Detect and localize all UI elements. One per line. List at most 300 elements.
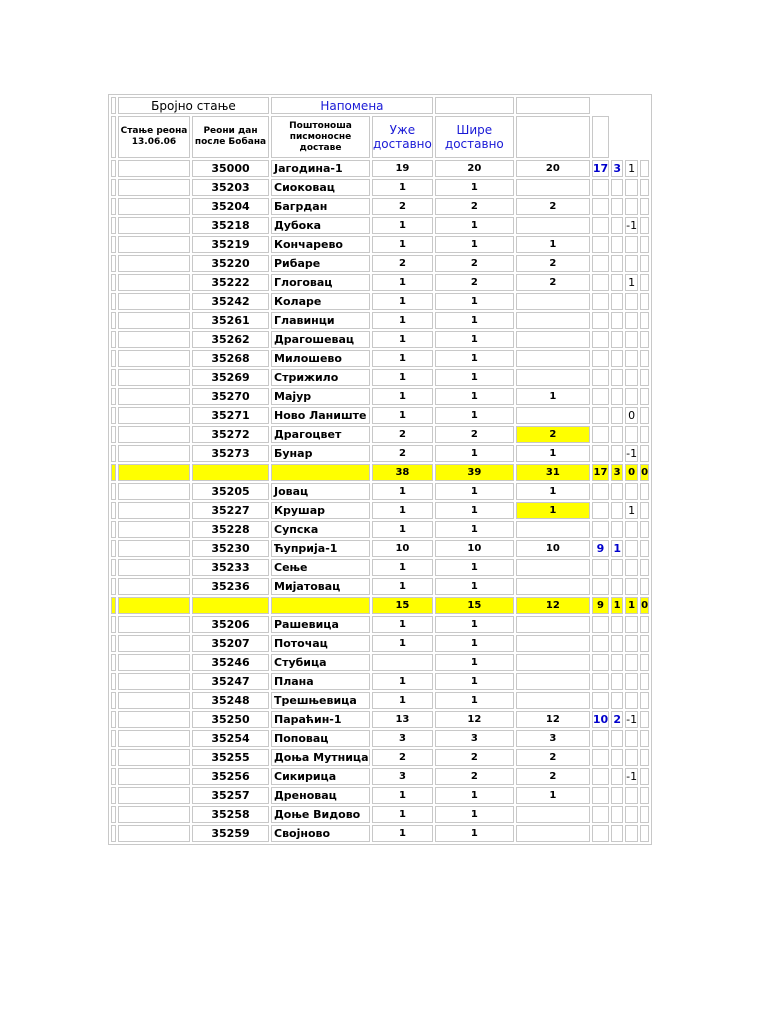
spacer-cell [111,540,116,557]
sire-value-cell: 2 [435,198,514,215]
extra-value-cell [592,521,609,538]
third-value-cell: 2 [516,198,590,215]
spacer-cell [640,445,649,462]
spacer-cell [640,160,649,177]
diff-value-cell [625,426,638,443]
spacer-cell [640,825,649,842]
postal-code-cell: 35218 [192,217,269,234]
postal-code-cell: 35254 [192,730,269,747]
spacer-cell [640,426,649,443]
uze-value-cell: 1 [372,559,433,576]
empty-header-cell [435,97,514,114]
spacer-cell [640,540,649,557]
sire-value-cell: 1 [435,673,514,690]
stanje-reona-cell [118,388,190,405]
extra-value-cell [611,350,623,367]
postal-code-cell: 35230 [192,540,269,557]
sire-value-cell: 2 [435,426,514,443]
diff-value-cell [625,293,638,310]
extra-value-cell [611,388,623,405]
uze-value-cell: 1 [372,350,433,367]
diff-value-cell [625,559,638,576]
spacer-cell [640,179,649,196]
spacer-cell [111,274,116,291]
stanje-reona-cell [118,198,190,215]
third-value-cell [516,673,590,690]
diff-value-cell [625,350,638,367]
place-name-cell: Глоговац [271,274,370,291]
diff-value-cell [625,806,638,823]
uze-value-cell: 2 [372,445,433,462]
spacer-cell [111,616,116,633]
spacer-cell [640,559,649,576]
postal-code-cell: 35204 [192,198,269,215]
postal-code-cell: 35233 [192,559,269,576]
postal-code-cell: 35261 [192,312,269,329]
extra-value-cell [592,350,609,367]
table-row [111,179,649,196]
stanje-reona-cell [118,806,190,823]
extra-value-cell [611,654,623,671]
spacer-cell [111,768,116,785]
postal-code-cell: 35228 [192,521,269,538]
spacer-cell [640,692,649,709]
postal-code-cell: 35268 [192,350,269,367]
extra-value-cell [592,388,609,405]
uze-value-cell: 1 [372,578,433,595]
place-name-cell: Багрдан [271,198,370,215]
extra-value-cell [592,331,609,348]
place-name-cell: Мијатовац [271,578,370,595]
table-row [111,388,649,405]
diff-value-cell [625,730,638,747]
postal-code-cell: 35262 [192,331,269,348]
spacer-cell [111,236,116,253]
extra-value-cell [592,426,609,443]
stanje-reona-cell [118,350,190,367]
extra-value-cell [592,692,609,709]
diff-value-cell: 1 [625,502,638,519]
subtotal-extra-cell: 9 [592,597,609,614]
empty-header-cell [516,97,590,114]
spacer-cell [111,97,116,114]
uze-value-cell: 2 [372,749,433,766]
spacer-cell [640,521,649,538]
table-row [111,616,649,633]
postal-code-cell: 35258 [192,806,269,823]
sire-value-cell: 1 [435,654,514,671]
postal-code-cell: 35220 [192,255,269,272]
delivery-sheet [108,94,652,845]
extra-value-cell [611,787,623,804]
sire-value-cell: 1 [435,616,514,633]
spacer-cell [111,673,116,690]
sire-value-cell: 1 [435,217,514,234]
sire-value-cell: 1 [435,483,514,500]
diff-value-cell [625,673,638,690]
extra-value-cell [611,730,623,747]
stanje-reona-cell [118,711,190,728]
table-row [111,483,649,500]
stanje-reona-cell [118,635,190,652]
extra-value-cell [611,692,623,709]
sire-dostavno-header: Шире доставно [435,116,514,158]
uze-value-cell: 1 [372,673,433,690]
sire-value-cell: 2 [435,768,514,785]
uze-value-cell: 1 [372,616,433,633]
stanje-reona-cell [118,483,190,500]
extra-value-cell: 1 [611,540,623,557]
sire-value-cell: 12 [435,711,514,728]
postal-code-cell: 35222 [192,274,269,291]
spacer-cell [640,331,649,348]
extra-value-cell [611,673,623,690]
table-row [111,711,649,728]
spacer-cell [640,198,649,215]
spacer-cell [640,730,649,747]
third-value-cell: 2 [516,255,590,272]
uze-value-cell: 1 [372,806,433,823]
diff-value-cell: -1 [626,770,638,783]
sire-value-cell: 1 [435,445,514,462]
extra-value-cell [592,768,609,785]
spacer-cell [640,350,649,367]
extra-value-cell [611,179,623,196]
diff-value-cell [625,236,638,253]
uze-value-cell: 10 [372,540,433,557]
extra-value-cell [611,426,623,443]
diff-value-cell [625,692,638,709]
table-row [111,350,649,367]
uze-value-cell: 3 [372,730,433,747]
diff-value-cell [625,388,638,405]
spacer-cell [111,160,116,177]
uze-value-cell: 1 [372,217,433,234]
third-value-cell [516,635,590,652]
extra-value-cell [611,293,623,310]
postal-code-cell: 35255 [192,749,269,766]
table-row [111,578,649,595]
subtotal-row [111,464,649,481]
subtotal-row [111,597,649,614]
stanje-reona-cell [118,255,190,272]
spacer-cell [640,502,649,519]
table-row [111,787,649,804]
uze-value-cell: 1 [372,331,433,348]
spacer-cell [111,730,116,747]
stanje-reona-cell [118,160,190,177]
diff-value-cell: -1 [626,447,638,460]
extra-value-cell: 3 [611,160,623,177]
spacer-cell [111,787,116,804]
spacer-cell [640,369,649,386]
extra-value-cell [592,274,609,291]
extra-value-cell [592,673,609,690]
third-value-cell: 10 [516,540,590,557]
extra-value-cell [592,293,609,310]
spacer-cell [111,711,116,728]
third-value-cell: 2 [516,274,590,291]
diff-value-cell [625,255,638,272]
spacer-cell [640,787,649,804]
place-name-cell: Коларе [271,293,370,310]
napomena-header: Напомена [271,97,433,114]
uze-value-cell: 13 [372,711,433,728]
postal-code-cell: 35259 [192,825,269,842]
subtotal-extra-cell: 0 [640,464,649,481]
third-value-cell: 2 [516,768,590,785]
subtotal-extra-cell: 1 [625,597,638,614]
sire-value-cell: 2 [435,274,514,291]
postal-code-cell: 35205 [192,483,269,500]
uze-value-cell: 1 [372,787,433,804]
uze-dostavno-header: Уже доставно [372,116,433,158]
third-value-cell: 1 [516,388,590,405]
place-name-cell: Доње Видово [271,806,370,823]
extra-value-cell [592,749,609,766]
place-name-cell: Драгошевац [271,331,370,348]
table-row [111,198,649,215]
table-row [111,502,649,519]
extra-value-cell [592,407,609,424]
place-name-cell: Бунар [271,445,370,462]
subtotal-sire-cell: 39 [435,464,514,481]
spacer-cell [111,198,116,215]
brojno-stanje-header: Бројно стање [118,97,269,114]
sire-value-cell: 1 [435,692,514,709]
stanje-reona-cell [118,559,190,576]
subtotal-sire-cell: 15 [435,597,514,614]
extra-value-cell [611,635,623,652]
extra-value-cell [592,217,609,234]
extra-value-cell [592,198,609,215]
empty-cell [118,597,190,614]
extra-value-cell [592,445,609,462]
uze-value-cell: 1 [372,293,433,310]
spacer-cell [111,116,116,158]
spacer-cell [111,312,116,329]
extra-value-cell [611,521,623,538]
stanje-reona-cell [118,616,190,633]
extra-value-cell [592,635,609,652]
place-name-cell: Рашевица [271,616,370,633]
spacer-cell [111,597,116,614]
sire-value-cell: 1 [435,806,514,823]
extra-value-cell [611,255,623,272]
sire-value-cell: 1 [435,502,514,519]
subtotal-uze-cell: 38 [372,464,433,481]
extra-value-cell [592,255,609,272]
stanje-reona-header: Стање реона 13.06.06 [118,116,190,158]
table-row [111,369,649,386]
spacer-cell [111,635,116,652]
spacer-cell [640,293,649,310]
place-name-cell: Трешњевица [271,692,370,709]
diff-value-cell: 1 [625,160,638,177]
sire-value-cell: 1 [435,179,514,196]
postal-code-cell: 35206 [192,616,269,633]
postal-code-cell: 35250 [192,711,269,728]
extra-value-cell [592,369,609,386]
spacer-cell [111,293,116,310]
spacer-cell [640,711,649,728]
empty-cell [192,597,269,614]
place-name-cell: Сиоковац [271,179,370,196]
spacer-cell [640,806,649,823]
extra-value-cell [592,312,609,329]
uze-value-cell: 1 [372,692,433,709]
diff-value-cell [625,825,638,842]
uze-value-cell: 19 [372,160,433,177]
postal-code-cell: 35247 [192,673,269,690]
place-name-cell: Стрижило [271,369,370,386]
uze-value-cell: 1 [372,369,433,386]
diff-value-cell [625,749,638,766]
subtotal-third-cell: 31 [516,464,590,481]
table-row [111,236,649,253]
header-row-2 [111,116,649,158]
table-row [111,331,649,348]
uze-value-cell: 2 [372,426,433,443]
sire-value-cell: 1 [435,388,514,405]
diff-value-cell [625,578,638,595]
extra-value-cell [611,616,623,633]
sire-value-cell: 1 [435,350,514,367]
spacer-cell [111,825,116,842]
table-row [111,692,649,709]
postal-code-cell: 35270 [192,388,269,405]
empty-cell [118,464,190,481]
extra-value-cell [592,806,609,823]
diff-value-cell [625,198,638,215]
stanje-reona-cell [118,236,190,253]
diff-value-cell [625,540,638,557]
stanje-reona-cell [118,274,190,291]
place-name-cell: Дреновац [271,787,370,804]
table-row [111,255,649,272]
postal-code-cell: 35256 [192,768,269,785]
postal-code-cell: 35203 [192,179,269,196]
table-row [111,312,649,329]
table-row [111,806,649,823]
uze-value-cell: 3 [372,768,433,785]
uze-value-cell: 1 [372,388,433,405]
place-name-cell: Кончарево [271,236,370,253]
uze-value-cell: 1 [372,274,433,291]
stanje-reona-cell [118,654,190,671]
diff-value-cell [625,616,638,633]
stanje-reona-cell [118,179,190,196]
empty-header-cell [592,116,609,158]
uze-value-cell: 2 [372,255,433,272]
spacer-cell [111,502,116,519]
uze-value-cell: 1 [372,521,433,538]
extra-value-cell [611,369,623,386]
postal-code-cell: 35248 [192,692,269,709]
spacer-cell [111,255,116,272]
uze-value-cell: 1 [372,483,433,500]
subtotal-third-cell: 12 [516,597,590,614]
spacer-cell [640,616,649,633]
third-value-cell [516,350,590,367]
third-value-cell: 20 [516,160,590,177]
third-value-cell: 1 [516,483,590,500]
subtotal-extra-cell: 17 [592,464,609,481]
stanje-reona-cell [118,692,190,709]
extra-value-cell [611,578,623,595]
diff-value-cell [625,179,638,196]
extra-value-cell [611,502,623,519]
third-value-cell [516,293,590,310]
third-value-cell [516,825,590,842]
spacer-cell [111,692,116,709]
table-row [111,160,649,177]
sire-value-cell: 3 [435,730,514,747]
postal-code-cell: 35227 [192,502,269,519]
extra-value-cell [611,236,623,253]
postal-code-cell: 35207 [192,635,269,652]
third-value-cell [516,559,590,576]
spacer-cell [640,749,649,766]
spacer-cell [640,274,649,291]
stanje-reona-cell [118,825,190,842]
place-name-cell: Доња Мутница [271,749,370,766]
spacer-cell [111,179,116,196]
diff-value-cell [625,331,638,348]
diff-value-cell: -1 [626,219,638,232]
table-row [111,407,649,424]
diff-value-cell [625,483,638,500]
place-name-cell: Мајур [271,388,370,405]
empty-header-cell [516,116,590,158]
spacer-cell [640,768,649,785]
table-row [111,540,649,557]
stanje-reona-cell [118,540,190,557]
stanje-reona-cell [118,331,190,348]
spacer-cell [111,369,116,386]
spacer-cell [640,312,649,329]
extra-value-cell [611,217,623,234]
postal-code-cell: 35272 [192,426,269,443]
postonosa-header: Поштоноша писмоносне доставе [271,116,370,158]
diff-value-cell [625,521,638,538]
extra-value-cell: 9 [592,540,609,557]
third-value-cell [516,806,590,823]
table-row [111,635,649,652]
place-name-cell: Поточац [271,635,370,652]
spacer-cell [640,217,649,234]
uze-value-cell [372,654,433,671]
extra-value-cell [592,825,609,842]
third-value-cell: 2 [516,749,590,766]
diff-value-cell [625,369,638,386]
extra-value-cell: 2 [611,711,623,728]
spacer-cell [111,331,116,348]
sire-value-cell: 2 [435,749,514,766]
spacer-cell [111,559,116,576]
extra-value-cell [592,578,609,595]
stanje-reona-cell [118,217,190,234]
place-name-cell: Рибаре [271,255,370,272]
uze-value-cell: 1 [372,179,433,196]
third-value-cell [516,407,590,424]
spacer-cell [111,578,116,595]
subtotal-extra-cell: 0 [640,597,649,614]
empty-cell [192,464,269,481]
sire-value-cell: 1 [435,787,514,804]
stanje-reona-cell [118,293,190,310]
stanje-reona-cell [118,312,190,329]
